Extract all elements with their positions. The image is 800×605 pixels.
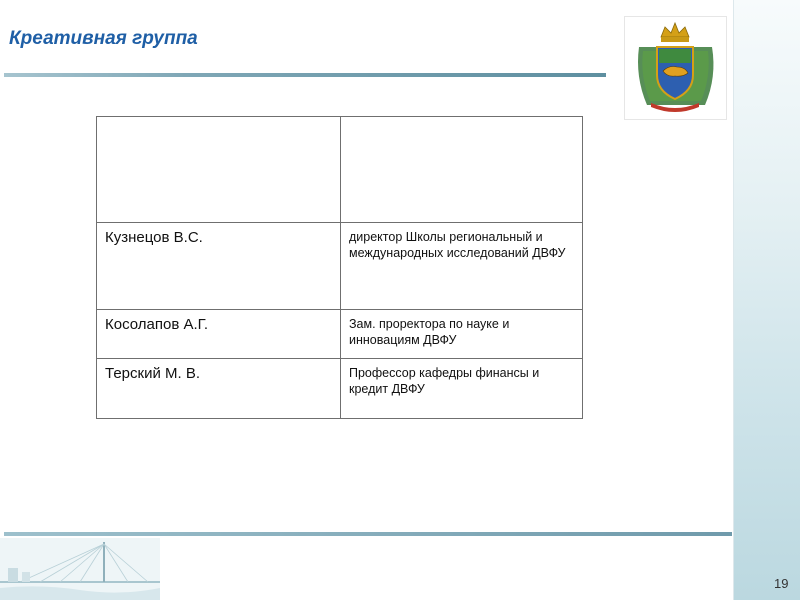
member-name: Терский М. В. — [97, 359, 341, 419]
table-row — [97, 223, 583, 310]
member-role: директор Школы региональный и международных исследований ДВФУ — [341, 223, 583, 310]
slide-title: Креативная группа — [9, 28, 198, 49]
top-divider — [4, 73, 606, 77]
member-role: Профессор кафедры финансы и кредит ДВФУ — [341, 359, 583, 419]
header-cell-name — [97, 117, 341, 223]
page-number: 19 — [774, 576, 789, 591]
member-role: Зам. проректора по науке и инновациям ДВФУ — [341, 310, 583, 359]
side-band — [733, 0, 800, 600]
coat-of-arms-icon — [624, 16, 727, 120]
member-name: Кузнецов В.С. — [97, 223, 341, 310]
table-row — [97, 359, 583, 419]
table-row — [97, 310, 583, 359]
creative-group-table — [96, 116, 583, 419]
table-header-row — [97, 117, 583, 223]
header-cell-role — [341, 117, 583, 223]
bottom-divider — [4, 532, 732, 536]
member-name: Косолапов А.Г. — [97, 310, 341, 359]
bridge-illustration — [0, 538, 160, 600]
